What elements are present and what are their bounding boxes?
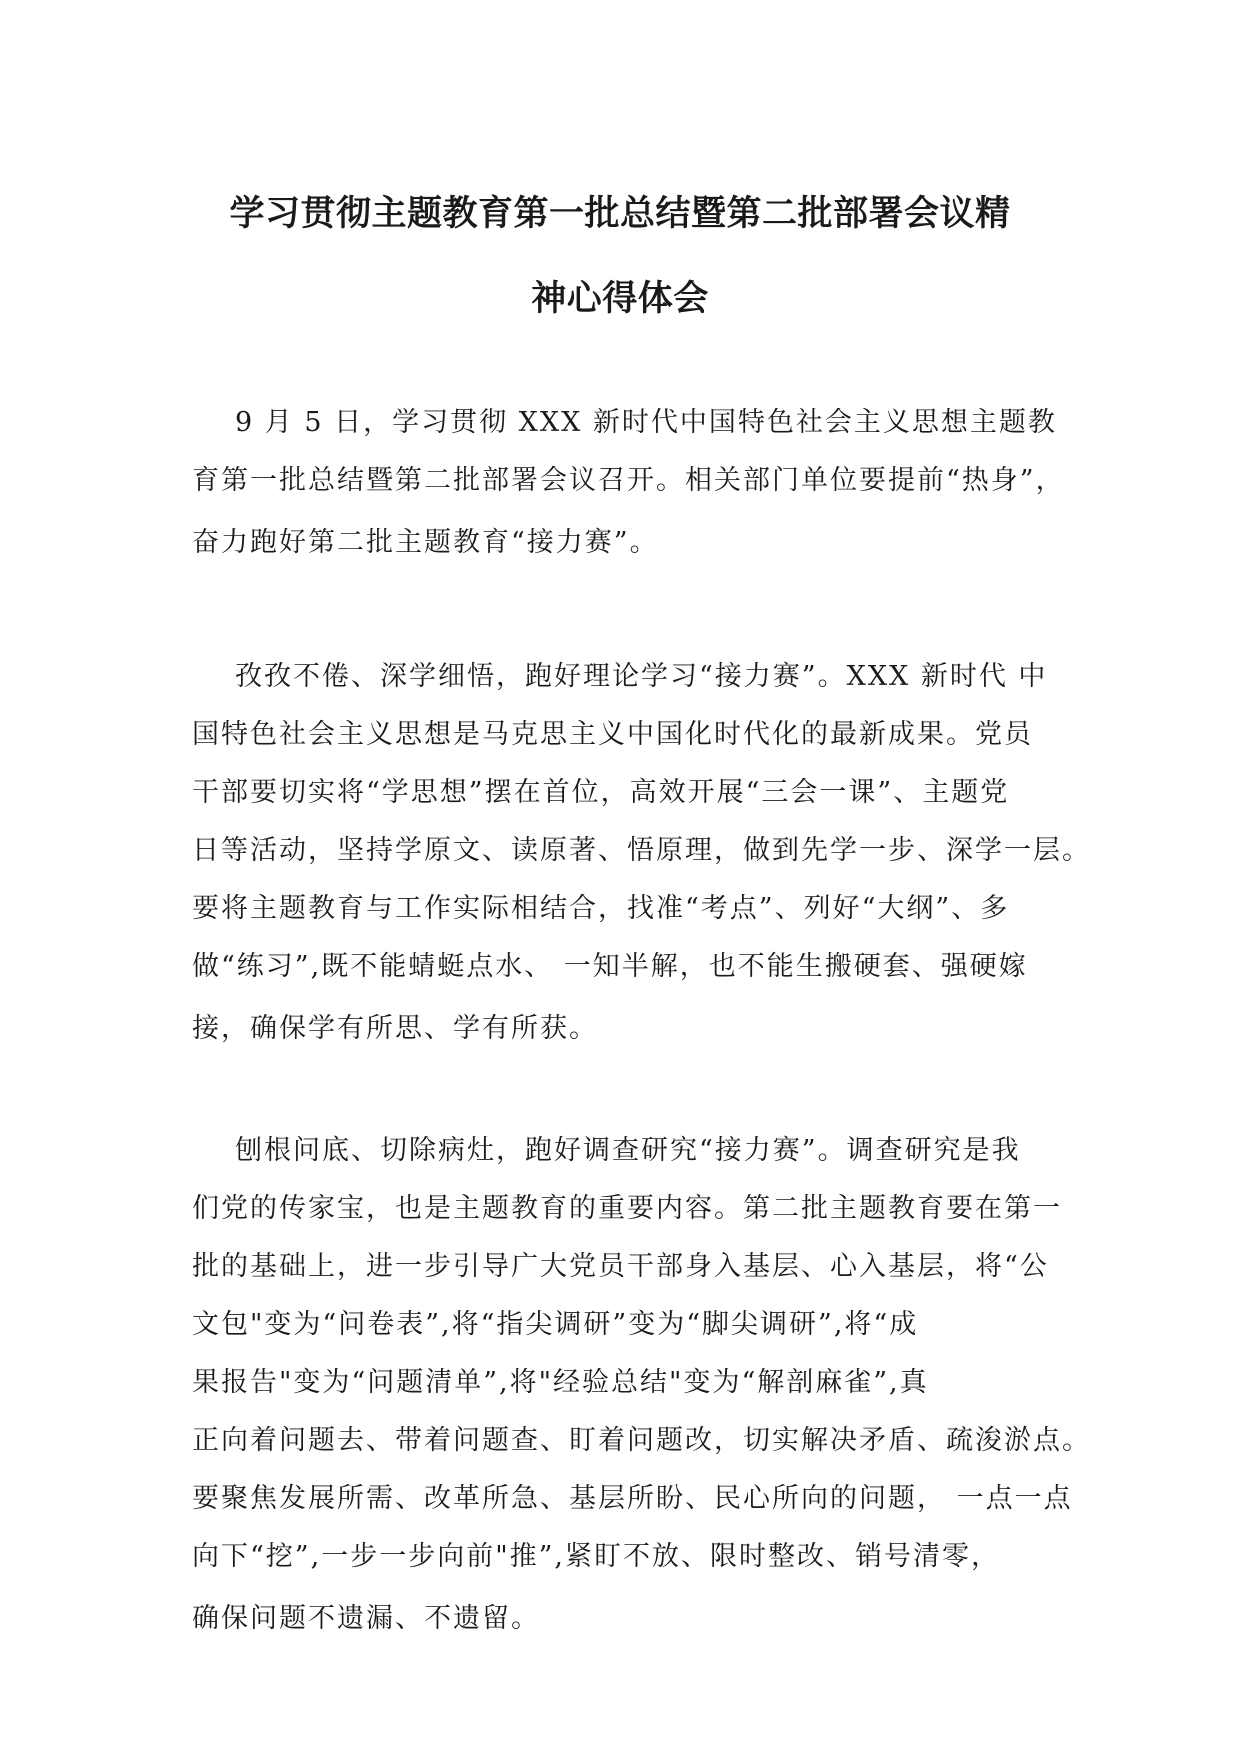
paragraph-theory-study bbox=[192, 648, 1091, 1066]
paragraph-investigation-research bbox=[192, 1122, 1091, 1656]
text-line: 孜孜不倦、深学细悟，跑好理论学习“接力赛”。XXX 新时代 中 bbox=[235, 661, 1048, 692]
text-line: 育第一批总结暨第二批部署会议召开。相关部门单位要提前“热身”， bbox=[192, 465, 1065, 496]
text-line: 确保问题不遗漏、不遗留。 bbox=[192, 1603, 540, 1634]
document-title-line-1: 学习贯彻主题教育第一批总结暨第二批部署会议精 bbox=[229, 194, 1011, 234]
text-line: 刨根问底、切除病灶，跑好调查研究“接力赛”。调查研究是我 bbox=[235, 1135, 1021, 1166]
paragraph-intro bbox=[192, 394, 1065, 580]
text-line: 接，确保学有所思、学有所获。 bbox=[192, 1013, 598, 1044]
text-line: 国特色社会主义思想是马克思主义中国化时代化的最新成果。党员 bbox=[192, 719, 1033, 750]
text-line: 向下“挖”,一步一步向前"推”,紧盯不放、限时整改、销号清零， bbox=[192, 1541, 1000, 1572]
document-title-line-2: 神心得体会 bbox=[531, 279, 709, 319]
text-line: 果报告"变为“问题清单”,将"经验总结"变为“解剖麻雀”,真 bbox=[192, 1367, 929, 1398]
text-line: 正向着问题去、带着问题查、盯着问题改，切实解决矛盾、疏浚淤点。 bbox=[192, 1425, 1091, 1456]
text-line: 批的基础上，进一步引导广大党员干部身入基层、心入基层，将“公 bbox=[192, 1251, 1049, 1282]
text-line: 要将主题教育与工作实际相结合，找准“考点”、列好“大纲”、多 bbox=[192, 893, 1010, 924]
text-line: 要聚焦发展所需、改革所急、基层所盼、民心所向的问题， 一点一点 bbox=[192, 1483, 1073, 1514]
text-line: 干部要切实将“学思想”摆在首位，高效开展“三会一课”、主题党 bbox=[192, 777, 1010, 808]
text-line: 文包"变为“问卷表”,将“指尖调研”变为“脚尖调研”,将“成 bbox=[192, 1309, 919, 1340]
text-line: 9 月 5 日，学习贯彻 XXX 新时代中国特色社会主义思想主题教 bbox=[235, 407, 1057, 438]
text-line: 做“练习”,既不能蜻蜓点水、 一知半解，也不能生搬硬套、强硬嫁 bbox=[192, 951, 1028, 982]
text-line: 日等活动，坚持学原文、读原著、悟原理，做到先学一步、深学一层。 bbox=[192, 835, 1091, 866]
text-line: 们党的传家宝，也是主题教育的重要内容。第二批主题教育要在第一 bbox=[192, 1193, 1062, 1224]
text-line: 奋力跑好第二批主题教育“接力赛”。 bbox=[192, 527, 659, 558]
